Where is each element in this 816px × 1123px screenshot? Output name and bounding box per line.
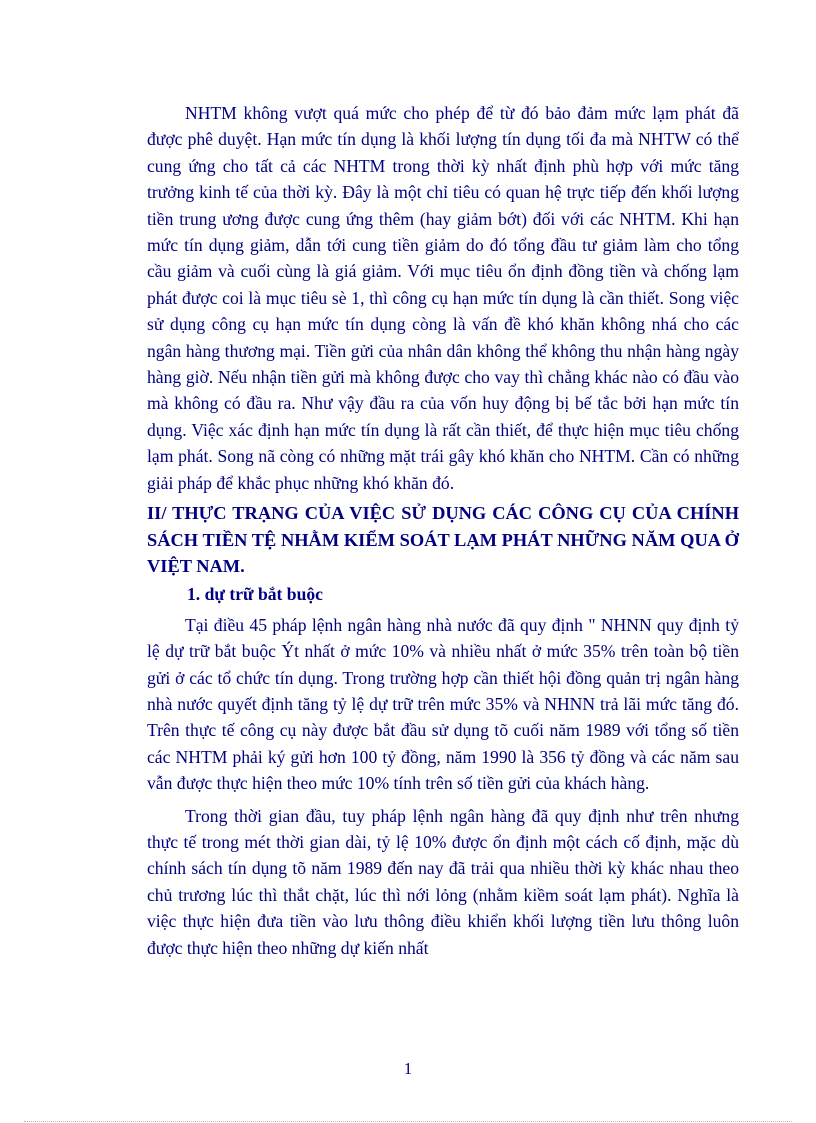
- document-body: [147, 100, 739, 961]
- section-heading: II/ THỰC TRẠNG CỦA VIỆC SỬ DỤNG CÁC CÔNG CỤ CỦA CHÍNH SÁCH TIỀN TỆ NHẰM KIỂM SOÁT LẠM PHÁT NHỮNG NĂM QUA Ở VIỆT NAM.: [147, 503, 739, 576]
- paragraph-reserve-requirement: Tại điều 45 pháp lệnh ngân hàng nhà nước đã quy định " NHNN quy định tỷ lệ dự trữ bắt buộc Ýt nhất ở mức 10% và nhiều nhất ở mức 35% trên toàn bộ tiền gửi ở các tổ chức tín dụng. Trong trường hợp cần thiết hội đồng quản trị ngân hàng nhà nước quyết định tăng tỷ lệ dự trữ trên mức 35% và NHNN trả lãi mức tăng đó. Trên thực tế công cụ này được bắt đầu sử dụng tõ cuối năm 1989 với tổng số tiền các NHTM phải ký gửi hơn 100 tỷ đồng, năm 1990 là 356 tỷ đồng và các năm sau vẫn được thực hiện theo mức 10% tính trên số tiền gửi của khách hàng.: [147, 614, 739, 794]
- subsection-heading: 1. dự trữ bắt buộc: [187, 584, 323, 605]
- paragraph-credit-limit: NHTM không vượt quá mức cho phép để từ đó bảo đảm mức lạm phát đã được phê duyệt. Hạn mức tín dụng là khối lượng tín dụng tối đa mà NHTW có thể cung ứng cho tất cả các NHTM trong thời kỳ nhất định phù hợp với mức tăng trưởng kinh tế của thời kỳ. Đây là một chỉ tiêu có quan hệ trực tiếp đến khối lượng tiền trung ương được cung ứng thêm (hay giảm bớt) đối với các NHTM. Khi hạn mức tín dụng giảm, dẫn tới cung tiền giảm do đó tổng đầu tư giảm làm cho tổng cầu giảm và cuối cùng là giá giảm. Với mục tiêu ổn định đồng tiền và chống lạm phát được coi là mục tiêu sè 1, thì công cụ hạn mức tín dụng là cần thiết. Song việc sử dụng công cụ hạn mức tín dụng còng là vấn đề khó khăn không nhá cho các ngân hàng thương mại. Tiền gửi của nhân dân không thể không thu nhận hàng ngày hàng giờ. Nếu nhận tiền gửi mà không được cho vay thì chẳng khác nào có đầu vào mà không có đầu ra. Như vậy đầu ra của vốn huy động bị bế tắc bởi hạn mức tín dụng. Việc xác định hạn mức tín dụng là rất cần thiết, để thực hiện mục tiêu chống lạm phát. Song nã còng có những mặt trái gây khó khăn cho NHTM. Cần có những giải pháp để khắc phục những khó khăn đó.: [147, 103, 739, 493]
- page-bottom-border: [24, 1121, 792, 1122]
- paragraph-initial-period: Trong thời gian đầu, tuy pháp lệnh ngân hàng đã quy định như trên nhưng thực tế trong mét thời gian dài, tỷ lệ 10% được ổn định một cách cố định, mặc dù chính sách tín dụng tõ năm 1989 đến nay đã trải qua nhiều thời kỳ khác nhau theo chủ trương lúc thì thắt chặt, lúc thì nới lỏng (nhằm kiềm soát lạm phát). Nghĩa là việc thực hiện đưa tiền vào lưu thông điều khiển khối lượng tiền lưu thông luôn được thực hiện theo những dự kiến nhất: [147, 805, 739, 958]
- page-number: 1: [403, 1059, 413, 1078]
